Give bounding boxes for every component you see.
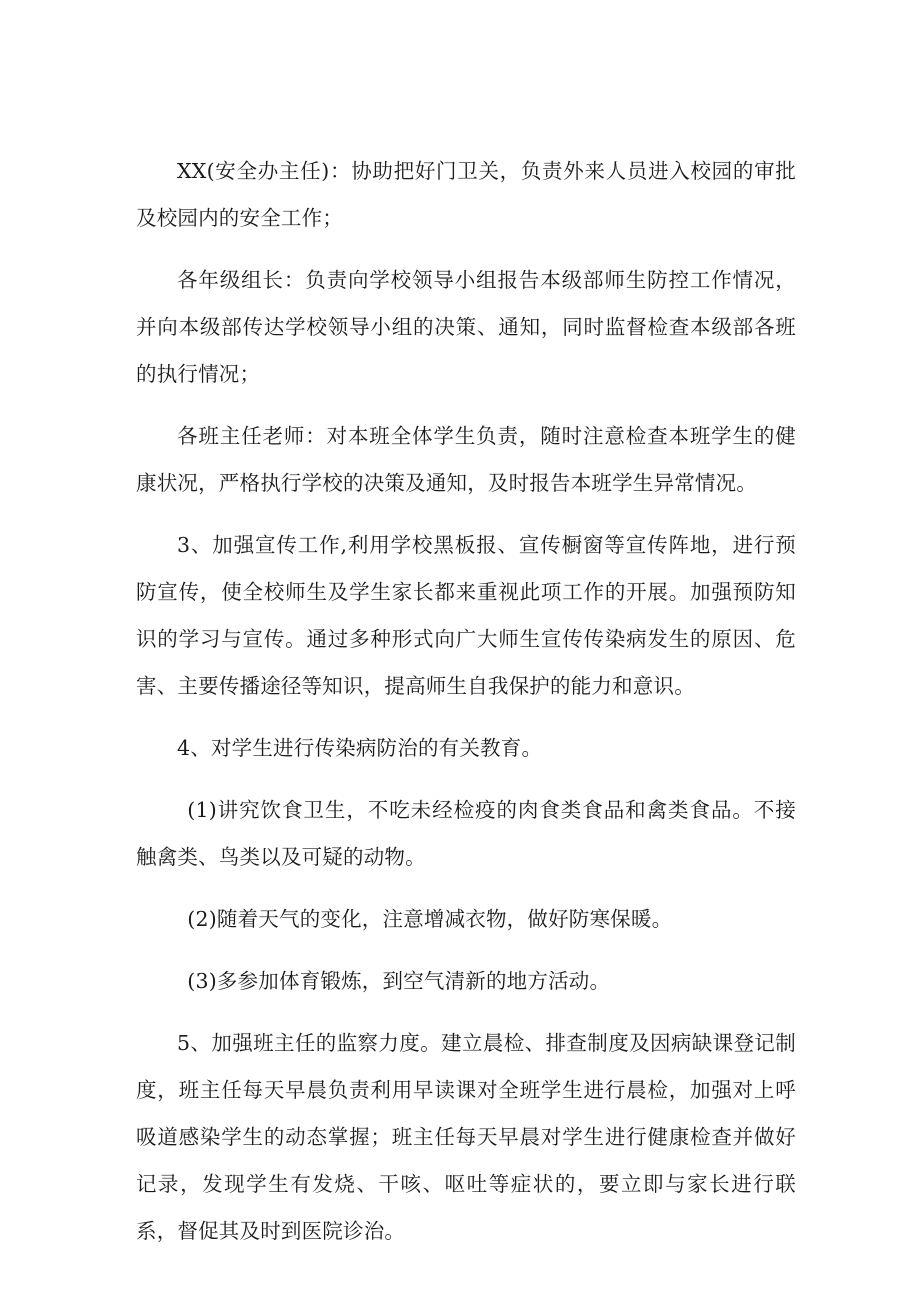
document-body <box>136 148 796 1270</box>
paragraph-item-4-education: 4、对学生进行传染病防治的有关教育。 <box>177 736 543 760</box>
paragraph-class-teachers: 各班主任老师：对本班全体学生负责，随时注意检查本班学生的健康状况，严格执行学校的决策及通知，及时报告本班学生异常情况。 <box>136 424 796 495</box>
paragraph-item-5-supervision: 5、加强班主任的监察力度。建立晨检、排查制度及因病缺课登记制度，班主任每天早晨负责利用早读课对全班学生进行晨检，加强对上呼吸道感染学生的动态掌握；班主任每天早晨对学生进行健康检查并做好记录，发现学生有发烧、干咳、呕吐等症状的，要立即与家长进行联系，督促其及时到医院诊治。 <box>136 1031 796 1243</box>
paragraph-subitem-3-exercise: (3)多参加体育锻炼，到空气清新的地方活动。 <box>187 969 611 993</box>
paragraph-subitem-1-food: (1)讲究饮食卫生，不吃未经检疫的肉食类食品和禽类食品。不接触禽类、鸟类以及可疑的动物。 <box>136 798 796 869</box>
paragraph-grade-leaders: 各年级组长：负责向学校领导小组报告本级部师生防控工作情况，并向本级部传达学校领导小组的决策、通知，同时监督检查本级部各班的执行情况； <box>136 268 796 386</box>
paragraph-security-director: XX(安全办主任)：协助把好门卫关，负责外来人员进入校园的审批及校园内的安全工作； <box>136 159 796 230</box>
paragraph-item-3-publicity: 3、加强宣传工作,利用学校黑板报、宣传橱窗等宣传阵地，进行预防宣传，使全校师生及学生家长都来重视此项工作的开展。加强预防知识的学习与宣传。通过多种形式向广大师生宣传传染病发生的原因、危害、主要传播途径等知识，提高师生自我保护的能力和意识。 <box>136 533 796 698</box>
paragraph-subitem-2-weather: (2)随着天气的变化，注意增减衣物，做好防寒保暖。 <box>187 907 673 931</box>
